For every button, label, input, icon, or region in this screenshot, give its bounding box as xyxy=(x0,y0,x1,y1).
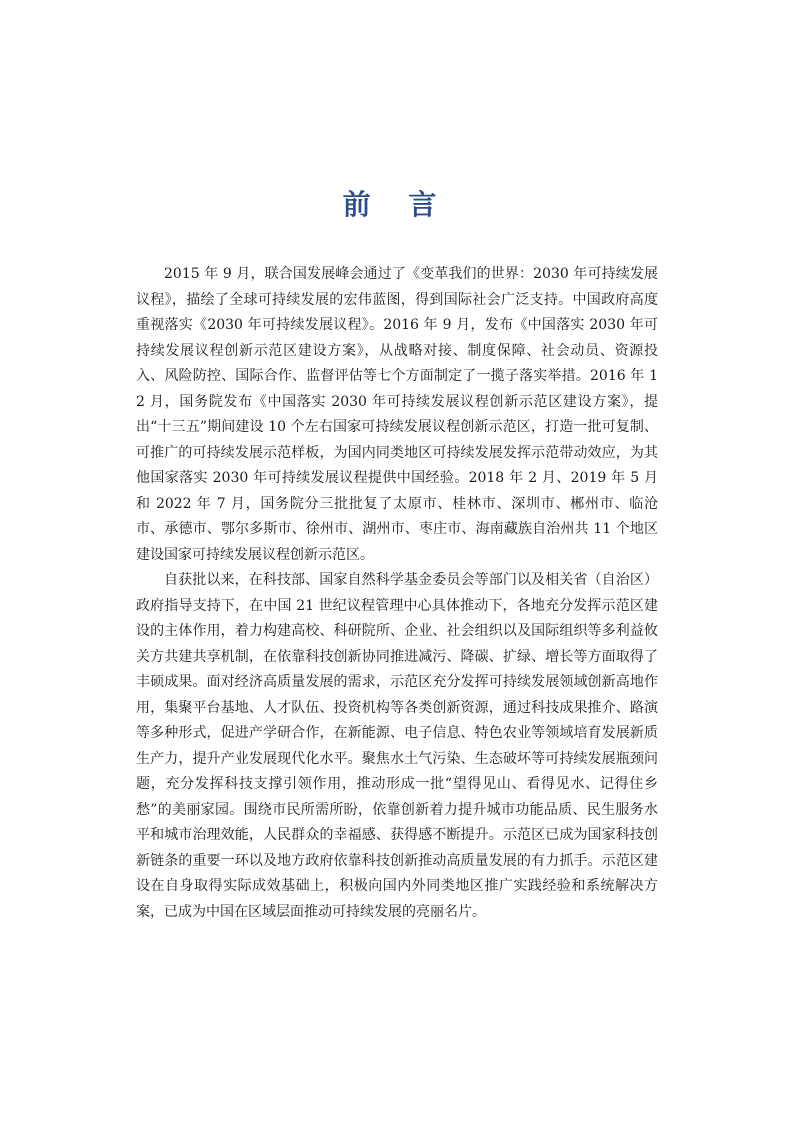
page-title: 前 言 xyxy=(342,188,451,221)
body-text xyxy=(136,262,658,925)
paragraph-2: 自获批以来，在科技部、国家自然科学基金委员会等部门以及相关省（自治区）政府指导支持下，在中国 21 世纪议程管理中心具体推动下，各地充分发挥示范区建设的主体作用，着力构建高校、科研院所、企业、社会组织以及国际组织等多利益攸关方共建共享机制，在依靠科技创新协同推进减污、降碳、扩绿、增长等方面取得了丰硕成果。面对经济高质量发展的需求，示范区充分发挥可持续发展领域创新高地作用，集聚平台基地、人才队伍、投资机构等各类创新资源，通过科技成果推介、路演等多种形式，促进产学研合作，在新能源、电子信息、特色农业等领域培育发展新质生产力，提升产业发展现代化水平。聚焦水土气污染、生态破坏等可持续发展瓶颈问题，充分发挥科技支撑引领作用，推动形成一批“望得见山、看得见水、记得住乡愁”的美丽家园。围绕市民所需所盼，依靠创新着力提升城市功能品质、民生服务水平和城市治理效能，人民群众的幸福感、获得感不断提升。示范区已成为国家科技创新链条的重要一环以及地方政府依靠科技创新推动高质量发展的有力抓手。示范区建设在自身取得实际成效基础上，积极向国内外同类地区推广实践经验和系统解决方案，已成为中国在区域层面推动可持续发展的亮丽名片。 xyxy=(136,572,658,920)
paragraph-1: 2015 年 9 月，联合国发展峰会通过了《变革我们的世界：2030 年可持续发展议程》，描绘了全球可持续发展的宏伟蓝图，得到国际社会广泛支持。中国政府高度重视落实《2030 年可持续发展议程》。2016 年 9 月，发布《中国落实 2030 年可持续发展议程创新示范区建设方案》，从战略对接、制度保障、社会动员、资源投入、风险防控、国际合作、监督评估等七个方面制定了一揽子落实举措。2016 年 12 月，国务院发布《中国落实 2030 年可持续发展议程创新示范区建设方案》，提出“十三五”期间建设 10 个左右国家可持续发展议程创新示范区，打造一批可复制、可推广的可持续发展示范样板，为国内同类地区可持续发展发挥示范带动效应，为其他国家落实 2030 年可持续发展议程提供中国经验。2018 年 2 月、2019 年 5 月和 2022 年 7 月，国务院分三批批复了太原市、桂林市、深圳市、郴州市、临沧市、承德市、鄂尔多斯市、徐州市、湖州市、枣庄市、海南藏族自治州共 11 个地区建设国家可持续发展议程创新示范区。 xyxy=(136,266,658,563)
